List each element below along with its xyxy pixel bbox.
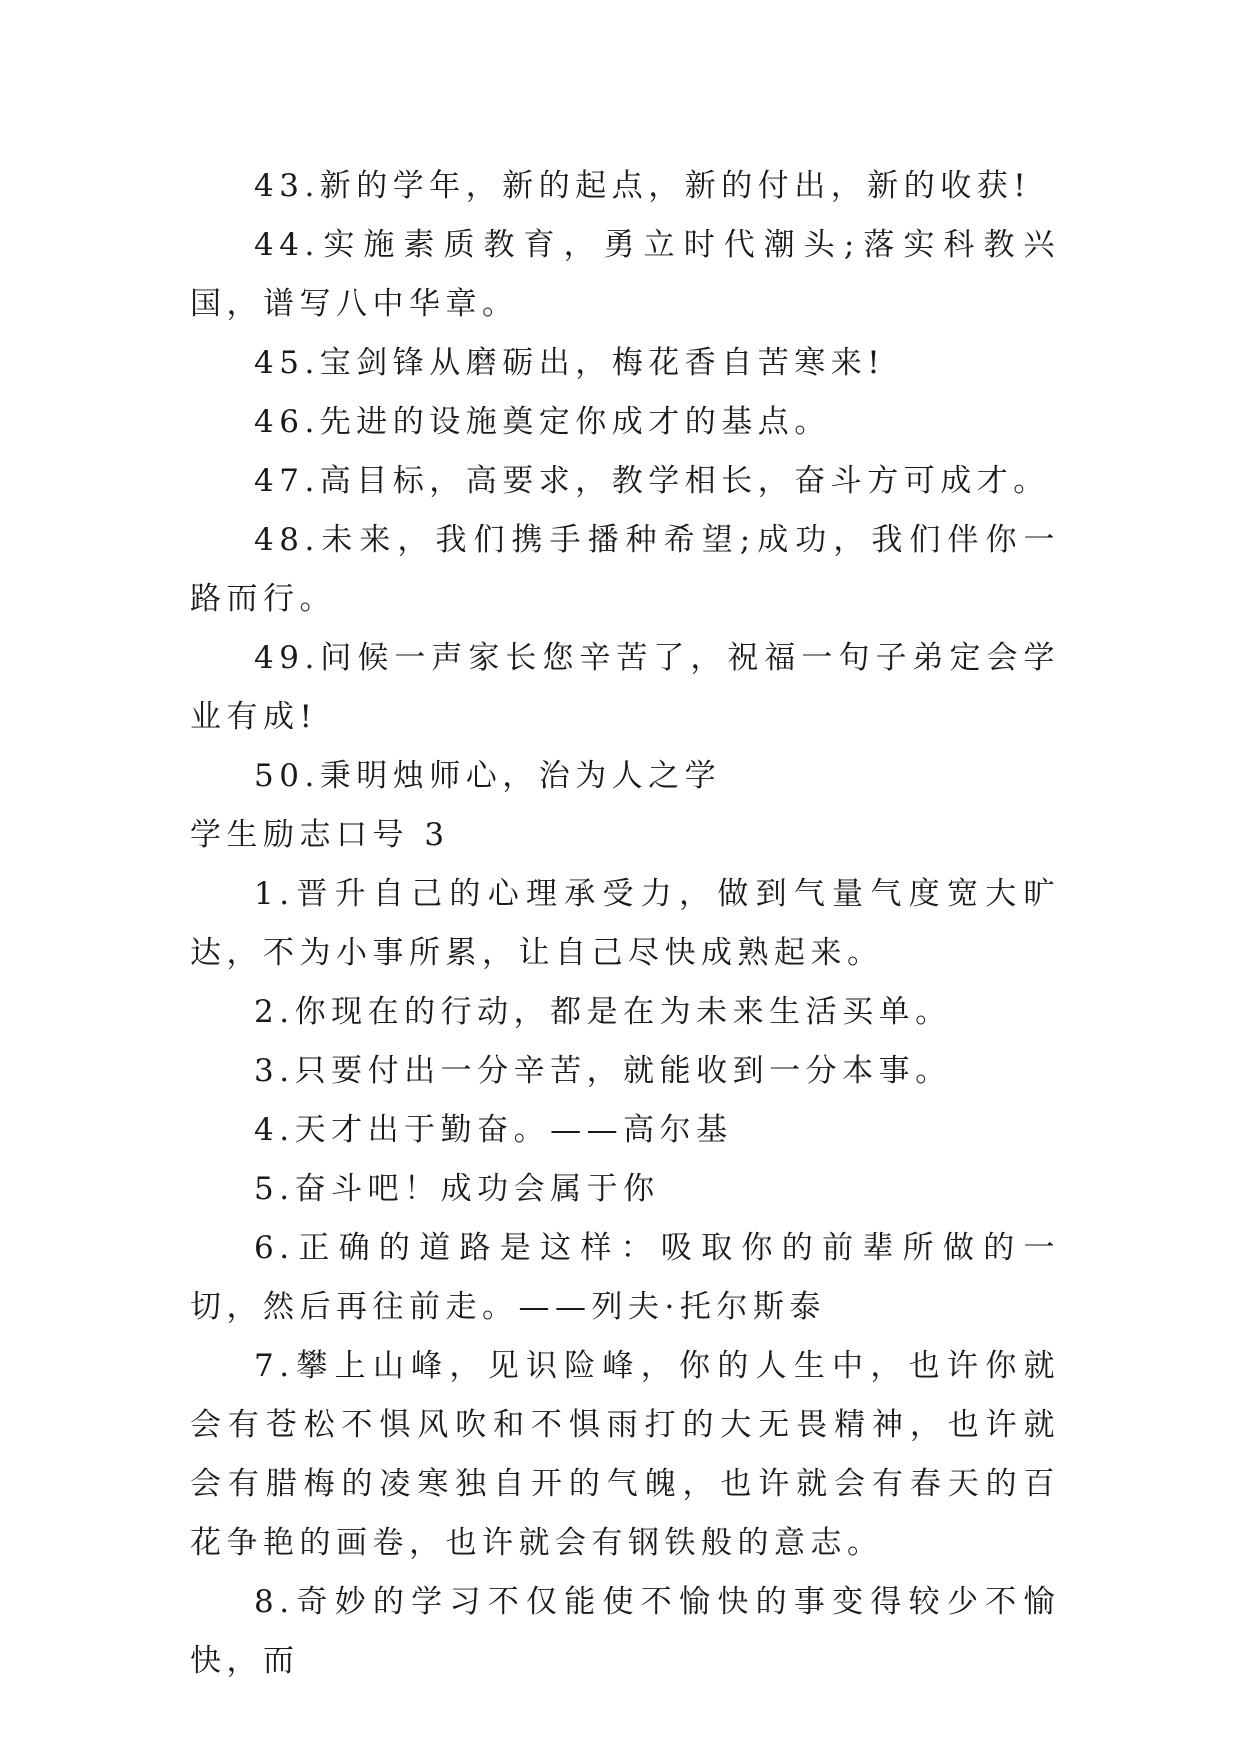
list-item-47: 47.高目标，高要求，教学相长，奋斗方可成才。 bbox=[254, 463, 1050, 499]
list-item-45: 45.宝剑锋从磨砺出，梅花香自苦寒来! bbox=[254, 345, 886, 381]
list-item-43: 43.新的学年，新的起点，新的付出，新的收获! bbox=[254, 168, 1032, 204]
section-heading: 学生励志口号 3 bbox=[190, 817, 450, 853]
list-item-1: 1.晋升自己的心理承受力，做到气量气度宽大旷达，不为小事所累，让自己尽快成熟起来。 bbox=[190, 876, 1060, 971]
list-item-48: 48.未来，我们携手播种希望;成功，我们伴你一路而行。 bbox=[190, 522, 1060, 617]
list-item-44: 44.实施素质教育，勇立时代潮头;落实科教兴国，谱写八中华章。 bbox=[190, 227, 1060, 322]
list-item-6: 6.正确的道路是这样：吸取你的前辈所做的一切，然后再往前走。——列夫·托尔斯泰 bbox=[190, 1230, 1060, 1325]
list-item-49: 49.问候一声家长您辛苦了，祝福一句子弟定会学业有成! bbox=[190, 640, 1060, 735]
list-item-5: 5.奋斗吧！成功会属于你 bbox=[254, 1171, 660, 1207]
list-item-3: 3.只要付出一分辛苦，就能收到一分本事。 bbox=[254, 1053, 952, 1089]
list-item-4: 4.天才出于勤奋。——高尔基 bbox=[254, 1112, 733, 1148]
list-item-50: 50.秉明烛师心，治为人之学 bbox=[254, 758, 722, 794]
list-item-46: 46.先进的设施奠定你成才的基点。 bbox=[254, 404, 831, 440]
list-item-8: 8.奇妙的学习不仅能使不愉快的事变得较少不愉快，而 bbox=[190, 1584, 1060, 1679]
list-item-7: 7.攀上山峰，见识险峰，你的人生中，也许你就会有苍松不惧风吹和不惧雨打的大无畏精神，也许就会有腊梅的凌寒独自开的气魄，也许就会有春天的百花争艳的画卷，也许就会有钢铁般的意志。 bbox=[190, 1348, 1060, 1561]
list-item-2: 2.你现在的行动，都是在为未来生活买单。 bbox=[254, 994, 952, 1030]
document-body bbox=[190, 157, 1060, 1691]
